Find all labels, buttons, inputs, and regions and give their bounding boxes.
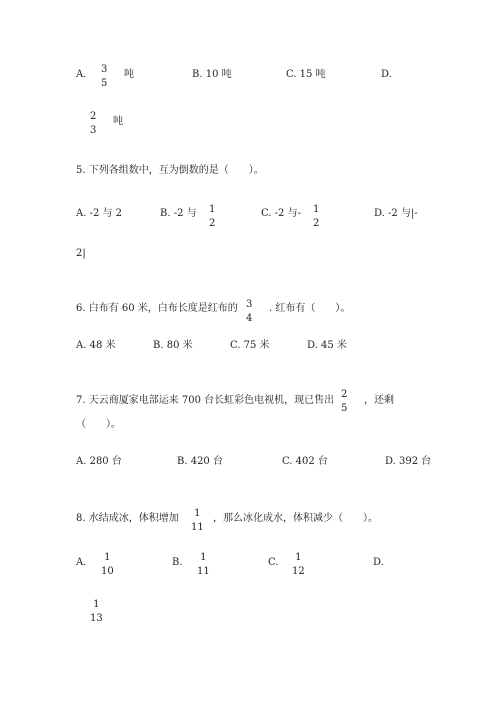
q5-option-b-fraction: 1 2 — [209, 204, 216, 229]
q7-option-b: B. 420 台 — [177, 456, 223, 467]
q5-option-c-label: C. -2 与- — [261, 208, 301, 219]
q6-option-a: A. 48 米 — [76, 340, 116, 351]
q5-option-b-label: B. -2 与 — [160, 208, 197, 219]
q4-option-d-label: D. — [381, 69, 392, 80]
q5-option-a: A. -2 与 2 — [76, 208, 123, 219]
q6-option-d: D. 45 米 — [307, 340, 347, 351]
q6-option-c: C. 75 米 — [230, 340, 270, 351]
q8-stem-before: 8. 水结成冰，体积增加 — [76, 513, 179, 524]
q8-option-a-fraction: 1 10 — [101, 552, 114, 577]
q8-option-d-fraction: 1 13 — [90, 599, 103, 624]
q7-stem-continuation: （ ）。 — [76, 419, 121, 430]
q4-option-a-fraction: 3 5 — [101, 64, 108, 89]
q8-option-c-fraction: 1 12 — [292, 552, 305, 577]
q6-stem-before: 6. 白布有 60 米，白布长度是红布的 — [76, 303, 238, 314]
q4-option-a-unit: 吨 — [124, 69, 134, 80]
q4-option-d-unit: 吨 — [113, 116, 123, 127]
q8-option-b-fraction: 1 11 — [197, 552, 210, 577]
q5-option-c-fraction: 1 2 — [313, 204, 320, 229]
q8-option-b-label: B. — [172, 557, 183, 568]
q8-option-c-label: C. — [268, 557, 279, 568]
q6-stem-fraction: 3 4 — [246, 299, 253, 324]
q7-option-a: A. 280 台 — [76, 456, 122, 467]
q4-option-b: B. 10 吨 — [192, 69, 232, 80]
q7-option-c: C. 402 台 — [282, 456, 328, 467]
q4-option-a-label: A. — [76, 69, 87, 80]
q7-option-d: D. 392 台 — [385, 456, 432, 467]
q8-stem-fraction: 1 11 — [191, 508, 204, 533]
q4-option-d-fraction: 2 3 — [90, 111, 97, 136]
q7-stem-before: 7. 天云商厦家电部运来 700 台长虹彩色电视机，现已售出 — [76, 395, 335, 406]
q6-option-b: B. 80 米 — [153, 340, 193, 351]
q5-option-d-label: D. -2 与|- — [374, 208, 418, 219]
q7-stem-after: ，还剩 — [364, 395, 394, 406]
q4-option-c: C. 15 吨 — [286, 69, 326, 80]
q6-stem-after: . 红布有（ ）。 — [269, 303, 351, 314]
q7-stem-fraction: 2 5 — [341, 389, 348, 414]
q5-option-d-continuation: 2| — [76, 248, 86, 259]
q8-option-a-label: A. — [76, 557, 87, 568]
q8-option-d-label: D. — [373, 557, 384, 568]
q8-stem-after: ，那么冰化成水，体积减少（ ）。 — [213, 513, 378, 524]
q5-stem: 5. 下列各组数中，互为倒数的是（ ）。 — [76, 165, 264, 176]
